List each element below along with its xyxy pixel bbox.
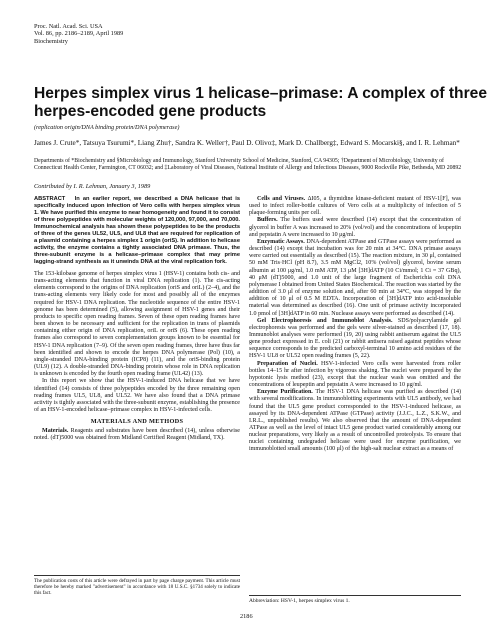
- section-cells-viruses: [249, 196, 461, 217]
- contributed-by: Contributed by I. R. Lehman, January 3, 1989: [34, 183, 151, 190]
- section-buffers: [249, 217, 461, 238]
- abstract-text: In an earlier report, we described a DNA helicase that is specifically induced upon infection of Vero cells with herpes simplex virus 1. We have purified this enzyme to near homogeneity and found it to consist of three polypeptides with molecular weights of 120,000, 97,000, and 70,000. Immunochemical analysis has shown these polypeptides to be the products of three of the genes UL52, UL5, and UL8 that are required for replication of a plasmid containing a herpes simplex 1 origin (oriS). In addition to helicase activity, the enzyme contains a tightly associated DNA primase. Thus, the three-subunit enzyme is a helicase–primase complex that may prime lagging-strand synthesis as it unwinds DNA at the viral replication fork.: [34, 196, 240, 265]
- article-title-line-2: herpes-encoded gene products: [34, 103, 267, 120]
- cells-label: Cells and Viruses.: [257, 196, 306, 202]
- right-column: [249, 196, 461, 454]
- abstract: [34, 196, 240, 266]
- nuclei-text: HSV-1-infected Vero cells were harvested from roller bottles 14–15 hr after infection by vigorous shaking. The nuclei were prepared by the hypotonic lysis method (23), except that the nuclear wash was omitted and the concentrations of leupeptin and pepstatin A were increased to 10 μg/ml.: [249, 360, 461, 389]
- article-title-line-1: Herpes simplex virus 1 helicase–primase: A complex of three: [34, 85, 487, 102]
- section-preparation-nuclei: [249, 361, 461, 390]
- abstract-label: ABSTRACT: [34, 196, 66, 202]
- journal-section: Biochemistry: [34, 37, 68, 45]
- purification-text: The HSV-1 DNA helicase was purified as described (14) with several modifications. In immunoblotting experiments with UL5 antibody, we had found that the UL5 gene product corresponded to the HSV-1-induced helicase, as assayed by its DNA-dependent ATPase (GTPase) activity (J.J.C., L.Z., S.K.W., and I.R.L., unpublished results). We also observed that the amount of DNA-dependent ATPase as well as the level of intact UL5 gene product varied considerably among our nuclear preparations, very likely as a result of uncontrolled proteolysis. To ensure that nuclei containing undegraded helicase were used for enzyme purification, we immunoblotted small amounts (100 μl) of the high-salt nuclear extract as a means of: [249, 389, 462, 453]
- journal-volume: Vol. 86, pp. 2186–2189, April 1989: [34, 30, 124, 38]
- affiliations: Departments of *Biochemistry and §Microbiology and Immunology, Stanford University School of Medicine, Stanford, CA 94305; †Department of Microbiology, University of Connecticut Health Center, Farmington, CT 06032; and ‡Laboratory of Viral Diseases, National Institute of Allergy and Infectious Diseases, 9000 Rockville Pike, Bethesda, MD 20892: [34, 158, 462, 171]
- assays-label: Enzymatic Assays.: [257, 238, 305, 245]
- section-enzymatic-assays: [249, 239, 461, 318]
- intro-paragraph-1: The 153-kilobase genome of herpes simplex virus 1 (HSV-1) contains both cis- and trans-acting elements that function in viral DNA replication (1). The cis-acting elements correspond to the origins of DNA replication (oriS and oriL) (2–4), and the trans-acting elements very likely code for most and possibly all of the enzymes required for HSV-1 DNA replication. The nucleotide sequence of the entire HSV-1 genome has been determined (5), allowing assignment of HSV-1 genes and their products to specific open reading frames. Seven of these open reading frames have been shown to be necessary and sufficient for the replication in trans of plasmids containing either origin of DNA replication, oriL or oriS (6). These open reading frames also correspond to seven complementation groups known to be essential for HSV-1 DNA replication (7–9). Of the seven open reading frames, three have thus far been identified and shown to encode the herpes DNA polymerase (Pol) (10), a single-stranded DNA-binding protein (ICP8) (11), and the oriS-binding protein (UL9) (12). A double-stranded DNA-binding protein whose role in DNA replication is unknown is encoded by the fourth open reading frame (UL42) (13).: [34, 271, 240, 378]
- purification-label: Enzyme Purification.: [257, 389, 313, 396]
- materials-label: Materials.: [42, 428, 69, 435]
- cells-text: ΔI05, a thymidine kinase-deficient mutant of HSV-1[F], was used to infect roller-bottle cultures of Vero cells at a multiplicity of infection of 5 plaque-forming units per cell.: [249, 196, 461, 217]
- abbreviation-footnote: Abbreviation: HSV-1, herpes simplex virus 1.: [249, 595, 461, 604]
- left-column: [34, 196, 240, 443]
- keywords: (replication origin/DNA binding protein/DNA polymerase): [34, 124, 180, 131]
- assays-text: DNA-dependent ATPase and GTPase assays were performed as described (14) except that incubation was for 20 min at 34°C. DNA primase assays were carried out essentially as described (15). The reaction mixture, in 30 μl, contained 50 mM Tris·HCl (pH 8.7), 3.5 mM MgCl2, 10% (vol/vol) glycerol, bovine serum albumin at 100 μg/ml, 1.0 mM ATP, 13 μM [3H]dATP (10 Ci/mmol; 1 Ci = 37 GBq), 40 μM (dT)5000, and 1.0 unit of the large fragment of Escherichia coli DNA polymerase I obtained from United States Biochemical. The reaction was started by the addition of 3.0 μl of enzyme solution and, after 60 min at 34°C, was stopped by the addition of 10 μl of 0.5 M EDTA. Incorporation of [3H]dATP into acid-insoluble material was determined as described (16). One unit of primase activity incorporated 1.0 pmol of [3H]dATP in 60 min. Nuclease assays were performed as described (14).: [249, 238, 461, 317]
- methods-heading: MATERIALS AND METHODS: [90, 418, 184, 426]
- buffers-label: Buffers.: [257, 217, 278, 224]
- author-list: James J. Crute*, Tatsuya Tsurumi*, Liang Zhu†, Sandra K. Weller†, Paul D. Olivo‡, Mark D. Challberg‡, Edward S. Mocarski§, and I. R. Lehman*: [34, 139, 460, 147]
- gel-label: Gel Electrophoresis and Immunoblot Analysis.: [257, 317, 393, 324]
- nuclei-label: Preparation of Nuclei.: [257, 360, 318, 367]
- gel-text: SDS/polyacrylamide gel electrophoresis was performed and the gels were silver-stained as described (17, 18). Immunoblot analyses were performed (19, 20) using rabbit antiserum against the UL5 gene product expressed in E. coli (21) or rabbit antisera raised against peptides whose sequence corresponds to the predicted carboxyl-terminal 10 amino acid residues of the HSV-1 UL8 or UL52 open reading frames (5, 22).: [249, 317, 461, 360]
- publication-cost-note: The publication costs of this article were defrayed in part by page charge payment. This article must therefore be hereby marked "advertisement" in accordance with 18 U.S.C. §1734 solely to indicate this fact.: [34, 575, 240, 596]
- section-enzyme-purification: [249, 389, 461, 453]
- intro-paragraph-2: In this report we show that the HSV-1-induced DNA helicase that we have identified (14) consists of three polypeptides encoded by the three remaining open reading frames UL5, UL8, and UL52. We have also found that a DNA primase activity is tightly associated with the three-subunit enzyme, establishing the presence of an HSV-1-encoded helicase–primase complex in HSV-1-infected cells.: [34, 378, 240, 413]
- journal-name: Proc. Natl. Acad. Sci. USA: [34, 23, 103, 30]
- journal-header: [34, 23, 123, 45]
- methods-materials: [34, 428, 240, 442]
- buffers-text: The buffers used were described (14) except that the concentration of glycerol in buffer A was increased to 20% (vol/vol) and the concentrations of leupeptin and pepstatin A were increased to 10 μg/ml.: [249, 217, 462, 238]
- section-gel-electrophoresis: [249, 318, 461, 361]
- article-title: [34, 85, 487, 121]
- materials-text: Reagents and substrates have been described (14), unless otherwise noted. (dT)5000 was obtained from Midland Certified Reagent (Midland, TX).: [34, 428, 240, 442]
- page-number: 2186: [240, 613, 253, 620]
